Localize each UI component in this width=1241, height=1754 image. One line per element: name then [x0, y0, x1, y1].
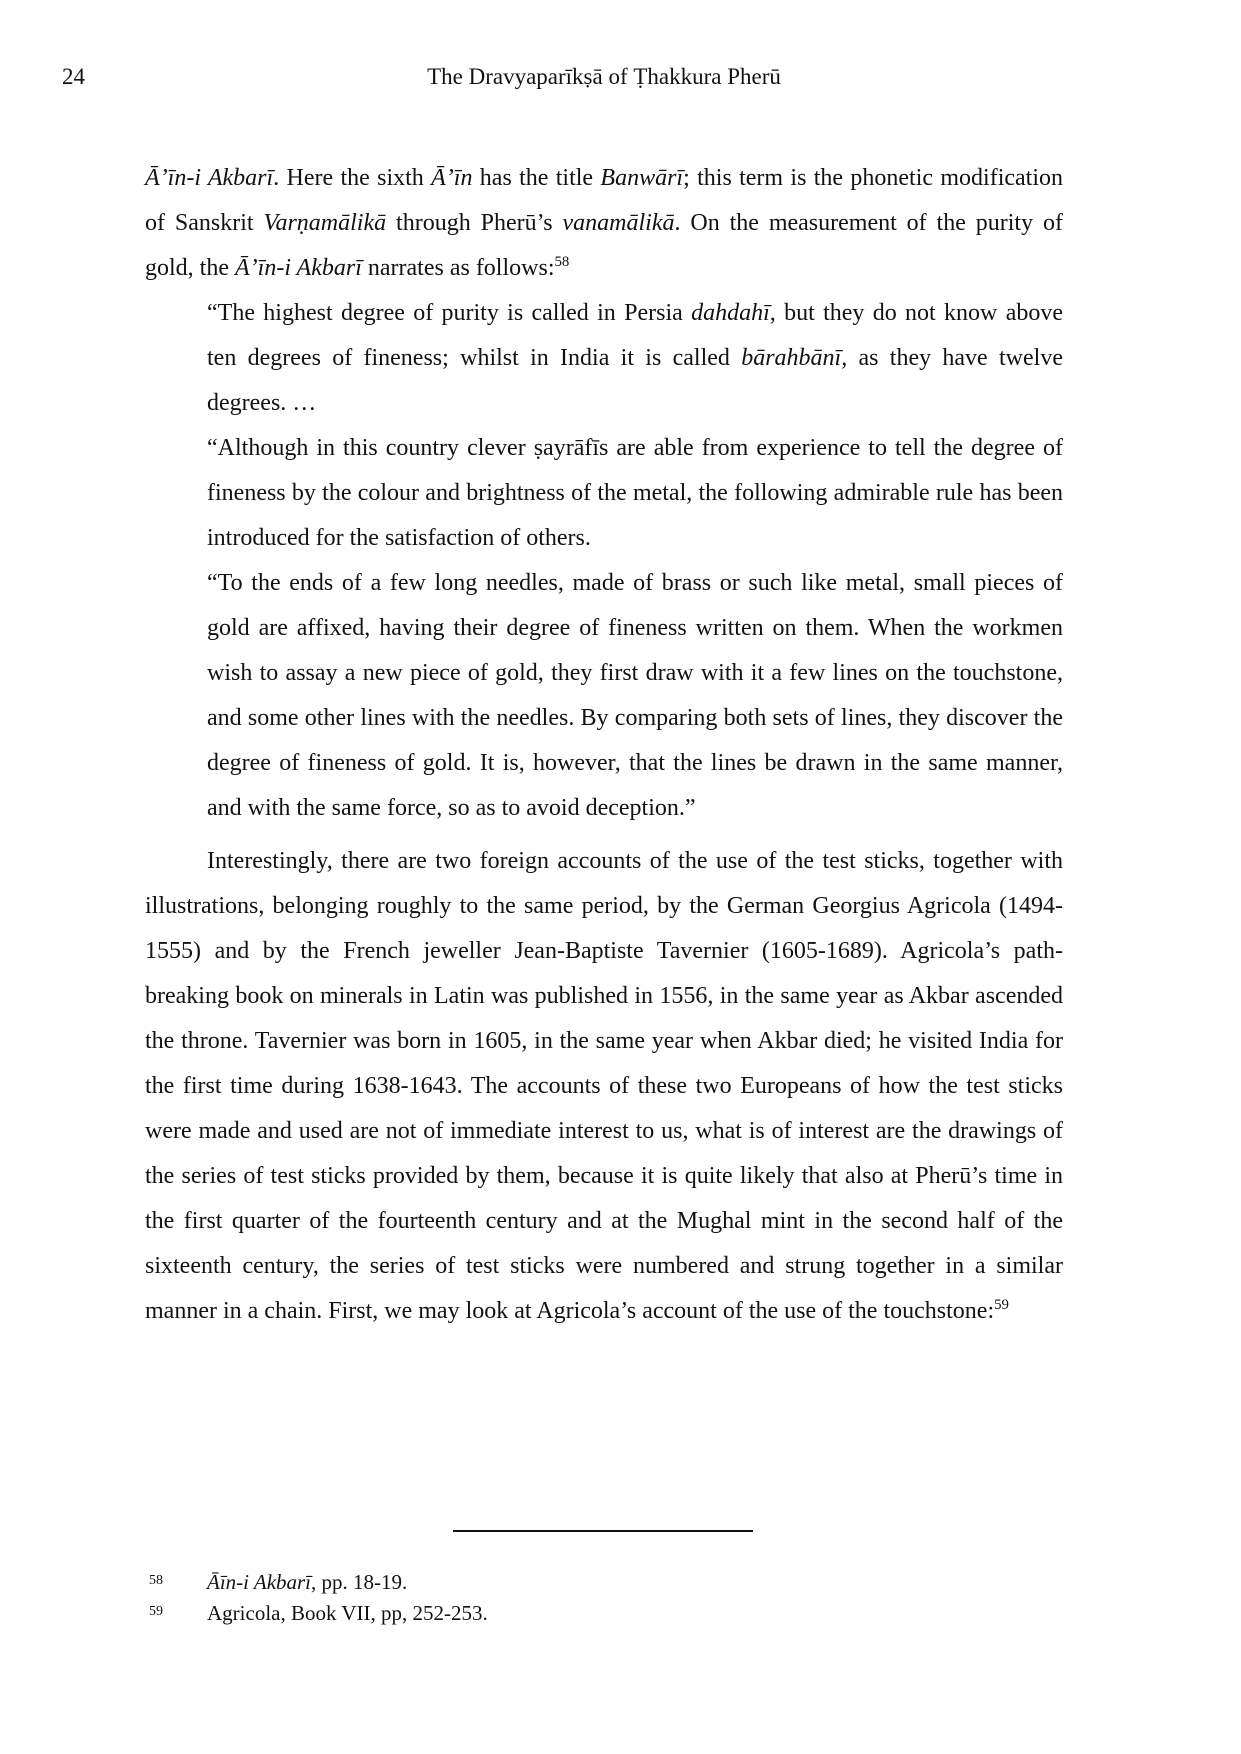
footnotes [145, 1567, 1063, 1629]
footnote-text-59: Agricola, Book VII, pp, 252-253. [207, 1601, 488, 1625]
quote-paragraph-3: “To the ends of a few long needles, made of brass or such like metal, small pieces of gold are affixed, having their degree of fineness written on them. When the workmen wish to assay a new piece of gold, they first draw with it a few lines on the touchstone, and some other lines with the needles. By comparing both sets of lines, they discover the degree of fineness of gold. It is, however, that the lines be drawn in the same manner, and with the same force, so as to avoid deception.” [207, 570, 1063, 821]
footnote-59 [145, 1598, 1063, 1629]
page-number: 24 [62, 64, 85, 89]
paragraph-intro: Ā’īn-i Akbarī. Here the sixth Ā’īn has the title Banwārī; this term is the phonetic modification of Sanskrit Varṇamālikā through Pherū’s vanamālikā. On the measurement of the purity of gold, the Ā’īn-i Akbarī narrates as follows:$^{58}$ [145, 165, 1064, 281]
footnote-number-59: 59 [149, 1604, 163, 1619]
quote-paragraph-1: “The highest degree of purity is called in Persia dahdahī, but they do not know above ten degrees of fineness; whilst in India it is called bārahbānī, as they have twelve degrees. … [207, 300, 1063, 416]
running-title: The Dravyaparīkṣā of Ṭhakkura Pherū [427, 64, 781, 89]
body-text [145, 156, 1063, 1334]
footnote-separator [453, 1530, 753, 1532]
footnote-58 [145, 1567, 1063, 1598]
blockquote-ain-i-akbari [207, 291, 1063, 831]
paragraph-discussion: Interestingly, there are two foreign accounts of the use of the test sticks, together with illustrations, belonging roughly to the same period, by the German Georgius Agricola (1494-1555) and by the French jeweller Jean-Baptiste Tavernier (1605-1689). Agricola’s path-breaking book on minerals in Latin was published in 1556, in the same year as Akbar ascended the throne. Tavernier was born in 1605, in the same year when Akbar died; he visited India for the first time during 1638-1643. The accounts of these two Europeans of how the test sticks were made and used are not of immediate interest to us, what is of interest are the drawings of the series of test sticks provided by them, because it is quite likely that also at Pherū’s time in the first quarter of the fourteenth century and at the Mughal mint in the second half of the sixteenth century, the series of test sticks were numbered and strung together in a similar manner in a chain. First, we may look at Agricola’s account of the use of the touchstone:$^{59}$ [145, 848, 1063, 1324]
footnote-text-58: Āīn-i Akbarī, pp. 18-19. [207, 1570, 408, 1594]
running-header [0, 64, 1241, 94]
quote-paragraph-2: “Although in this country clever ṣayrāfīs are able from experience to tell the degree of fineness by the colour and brightness of the metal, the following admirable rule has been introduced for the satisfaction of others. [207, 435, 1063, 551]
footnote-number-58: 58 [149, 1573, 163, 1588]
